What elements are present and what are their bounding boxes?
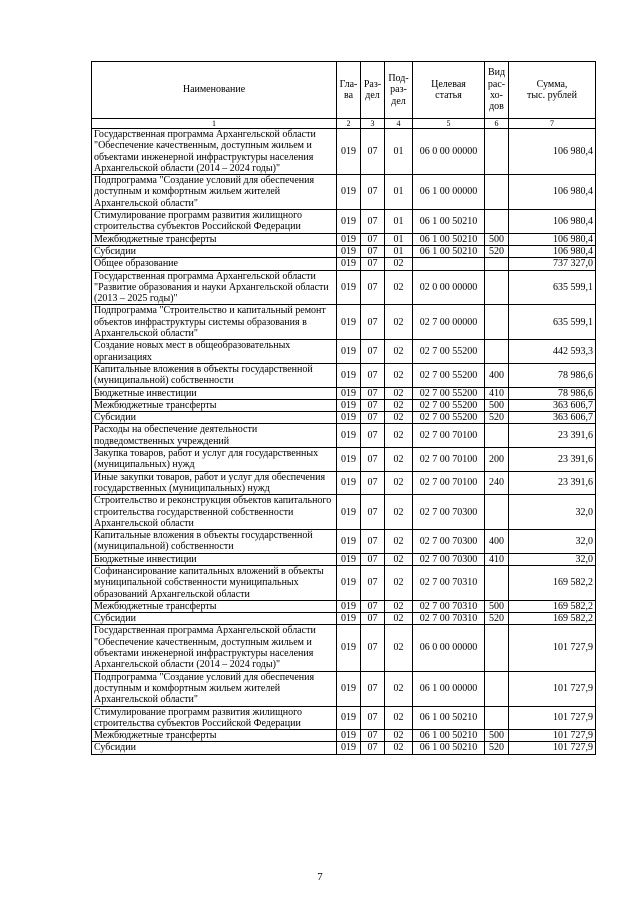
column-number: 7 bbox=[509, 119, 596, 129]
table-header-row bbox=[92, 62, 596, 119]
row-section: 07 bbox=[361, 245, 385, 257]
row-section: 07 bbox=[361, 448, 385, 472]
row-subsection: 02 bbox=[385, 412, 413, 424]
row-amount: 106 980,4 bbox=[509, 233, 596, 245]
row-target-article: 02 7 00 55200 bbox=[413, 412, 485, 424]
row-section: 07 bbox=[361, 730, 385, 742]
row-expense-type bbox=[485, 706, 509, 730]
row-expense-type bbox=[485, 305, 509, 340]
row-target-article: 06 1 00 50210 bbox=[413, 706, 485, 730]
row-chapter: 019 bbox=[337, 129, 361, 175]
row-target-article: 02 7 00 55200 bbox=[413, 399, 485, 411]
table-row bbox=[92, 471, 596, 495]
table-row bbox=[92, 305, 596, 340]
col-header-subsection: Под- раз- дел bbox=[385, 62, 413, 119]
row-subsection: 02 bbox=[385, 730, 413, 742]
row-subsection: 02 bbox=[385, 495, 413, 530]
row-target-article: 06 0 00 00000 bbox=[413, 129, 485, 175]
row-target-article: 02 7 00 00000 bbox=[413, 305, 485, 340]
table-row bbox=[92, 387, 596, 399]
row-target-article: 02 7 00 55200 bbox=[413, 363, 485, 387]
row-subsection: 01 bbox=[385, 233, 413, 245]
row-chapter: 019 bbox=[337, 495, 361, 530]
row-section: 07 bbox=[361, 270, 385, 305]
row-name: Подпрограмма "Создание условий для обеспечения доступным и комфортным жильем жителей Архангельской области" bbox=[92, 175, 337, 210]
row-section: 07 bbox=[361, 706, 385, 730]
row-target-article: 02 7 00 70310 bbox=[413, 600, 485, 612]
row-amount: 23 391,6 bbox=[509, 471, 596, 495]
row-chapter: 019 bbox=[337, 625, 361, 671]
row-name: Создание новых мест в общеобразовательных организациях bbox=[92, 340, 337, 364]
row-subsection: 02 bbox=[385, 363, 413, 387]
row-name: Расходы на обеспечение деятельности подведомственных учреждений bbox=[92, 424, 337, 448]
row-target-article: 02 7 00 70100 bbox=[413, 424, 485, 448]
row-target-article: 06 1 00 50210 bbox=[413, 742, 485, 754]
row-chapter: 019 bbox=[337, 730, 361, 742]
row-target-article: 02 7 00 70300 bbox=[413, 553, 485, 565]
table-row bbox=[92, 600, 596, 612]
row-target-article: 02 7 00 55200 bbox=[413, 340, 485, 364]
col-header-chapter: Гла- ва bbox=[337, 62, 361, 119]
table-row bbox=[92, 340, 596, 364]
row-section: 07 bbox=[361, 399, 385, 411]
budget-table bbox=[91, 61, 596, 755]
row-section: 07 bbox=[361, 600, 385, 612]
row-section: 07 bbox=[361, 363, 385, 387]
row-section: 07 bbox=[361, 495, 385, 530]
row-subsection: 01 bbox=[385, 245, 413, 257]
row-subsection: 02 bbox=[385, 424, 413, 448]
row-section: 07 bbox=[361, 233, 385, 245]
row-amount: 635 599,1 bbox=[509, 305, 596, 340]
row-section: 07 bbox=[361, 671, 385, 706]
row-chapter: 019 bbox=[337, 448, 361, 472]
col-header-name: Наименование bbox=[92, 62, 337, 119]
row-chapter: 019 bbox=[337, 600, 361, 612]
column-number: 1 bbox=[92, 119, 337, 129]
row-expense-type: 520 bbox=[485, 412, 509, 424]
row-target-article: 02 7 00 70300 bbox=[413, 530, 485, 554]
col-header-expense-type: Вид рас- хо- дов bbox=[485, 62, 509, 119]
row-chapter: 019 bbox=[337, 387, 361, 399]
row-subsection: 02 bbox=[385, 742, 413, 754]
table-row bbox=[92, 363, 596, 387]
table-row bbox=[92, 730, 596, 742]
table-row bbox=[92, 210, 596, 234]
row-chapter: 019 bbox=[337, 613, 361, 625]
row-section: 07 bbox=[361, 210, 385, 234]
row-chapter: 019 bbox=[337, 671, 361, 706]
col-header-target: Целевая статья bbox=[413, 62, 485, 119]
row-amount: 106 980,4 bbox=[509, 129, 596, 175]
row-chapter: 019 bbox=[337, 175, 361, 210]
row-section: 07 bbox=[361, 424, 385, 448]
table-row bbox=[92, 399, 596, 411]
row-expense-type bbox=[485, 258, 509, 270]
row-chapter: 019 bbox=[337, 233, 361, 245]
column-number: 2 bbox=[337, 119, 361, 129]
column-number: 6 bbox=[485, 119, 509, 129]
row-amount: 101 727,9 bbox=[509, 706, 596, 730]
row-name: Субсидии bbox=[92, 742, 337, 754]
row-section: 07 bbox=[361, 553, 385, 565]
row-chapter: 019 bbox=[337, 210, 361, 234]
row-name: Государственная программа Архангельской области "Развитие образования и науки Архангельской области (2013 – 2025 годы)" bbox=[92, 270, 337, 305]
row-name: Подпрограмма "Создание условий для обеспечения доступным и комфортным жильем жителей Архангельской области" bbox=[92, 671, 337, 706]
row-chapter: 019 bbox=[337, 270, 361, 305]
row-subsection: 02 bbox=[385, 258, 413, 270]
table-row bbox=[92, 625, 596, 671]
row-amount: 169 582,2 bbox=[509, 565, 596, 600]
row-expense-type: 520 bbox=[485, 245, 509, 257]
row-section: 07 bbox=[361, 305, 385, 340]
row-amount: 106 980,4 bbox=[509, 175, 596, 210]
row-name: Иные закупки товаров, работ и услуг для обеспечения государственных (муниципальных) нужд bbox=[92, 471, 337, 495]
column-number-row bbox=[92, 119, 596, 129]
row-subsection: 02 bbox=[385, 471, 413, 495]
row-name: Закупка товаров, работ и услуг для государственных (муниципальных) нужд bbox=[92, 448, 337, 472]
row-expense-type: 500 bbox=[485, 600, 509, 612]
row-target-article: 06 1 00 00000 bbox=[413, 175, 485, 210]
row-amount: 23 391,6 bbox=[509, 424, 596, 448]
row-expense-type bbox=[485, 495, 509, 530]
row-target-article: 02 0 00 00000 bbox=[413, 270, 485, 305]
row-amount: 101 727,9 bbox=[509, 742, 596, 754]
row-amount: 363 606,7 bbox=[509, 399, 596, 411]
table-row bbox=[92, 129, 596, 175]
row-expense-type: 240 bbox=[485, 471, 509, 495]
row-subsection: 02 bbox=[385, 399, 413, 411]
row-subsection: 02 bbox=[385, 565, 413, 600]
row-name: Межбюджетные трансферты bbox=[92, 600, 337, 612]
row-chapter: 019 bbox=[337, 412, 361, 424]
row-chapter: 019 bbox=[337, 530, 361, 554]
col-header-section: Раз- дел bbox=[361, 62, 385, 119]
row-target-article bbox=[413, 258, 485, 270]
row-name: Бюджетные инвестиции bbox=[92, 553, 337, 565]
row-expense-type: 200 bbox=[485, 448, 509, 472]
row-amount: 363 606,7 bbox=[509, 412, 596, 424]
row-name: Стимулирование программ развития жилищного строительства субъектов Российской Федерации bbox=[92, 706, 337, 730]
row-amount: 169 582,2 bbox=[509, 600, 596, 612]
row-section: 07 bbox=[361, 175, 385, 210]
row-expense-type: 500 bbox=[485, 730, 509, 742]
row-name: Общее образование bbox=[92, 258, 337, 270]
table-row bbox=[92, 742, 596, 754]
row-target-article: 02 7 00 70310 bbox=[413, 613, 485, 625]
row-section: 07 bbox=[361, 412, 385, 424]
row-section: 07 bbox=[361, 565, 385, 600]
row-section: 07 bbox=[361, 625, 385, 671]
row-subsection: 02 bbox=[385, 448, 413, 472]
table-body bbox=[92, 129, 596, 755]
row-expense-type: 400 bbox=[485, 530, 509, 554]
table-row bbox=[92, 448, 596, 472]
row-expense-type bbox=[485, 565, 509, 600]
table-row bbox=[92, 424, 596, 448]
row-amount: 106 980,4 bbox=[509, 245, 596, 257]
table-row bbox=[92, 671, 596, 706]
row-expense-type: 410 bbox=[485, 387, 509, 399]
row-name: Межбюджетные трансферты bbox=[92, 399, 337, 411]
row-subsection: 02 bbox=[385, 340, 413, 364]
row-target-article: 06 1 00 50210 bbox=[413, 233, 485, 245]
table-row bbox=[92, 245, 596, 257]
row-name: Государственная программа Архангельской области "Обеспечение качественным, доступным жильем и объектами инженерной инфраструктуры населения Архангельской области (2014 – 2024 годы)" bbox=[92, 625, 337, 671]
column-number: 5 bbox=[413, 119, 485, 129]
row-section: 07 bbox=[361, 742, 385, 754]
row-amount: 101 727,9 bbox=[509, 730, 596, 742]
row-target-article: 02 7 00 70100 bbox=[413, 448, 485, 472]
row-expense-type bbox=[485, 625, 509, 671]
row-subsection: 02 bbox=[385, 553, 413, 565]
row-chapter: 019 bbox=[337, 305, 361, 340]
row-section: 07 bbox=[361, 387, 385, 399]
column-number: 4 bbox=[385, 119, 413, 129]
row-amount: 23 391,6 bbox=[509, 448, 596, 472]
row-target-article: 06 1 00 50210 bbox=[413, 245, 485, 257]
row-subsection: 02 bbox=[385, 305, 413, 340]
row-amount: 32,0 bbox=[509, 530, 596, 554]
row-chapter: 019 bbox=[337, 471, 361, 495]
row-amount: 32,0 bbox=[509, 553, 596, 565]
row-subsection: 02 bbox=[385, 625, 413, 671]
row-name: Подпрограмма "Строительство и капитальный ремонт объектов инфраструктуры системы образования в Архангельской области" bbox=[92, 305, 337, 340]
row-amount: 78 986,6 bbox=[509, 363, 596, 387]
row-expense-type bbox=[485, 671, 509, 706]
row-expense-type: 400 bbox=[485, 363, 509, 387]
table-row bbox=[92, 175, 596, 210]
row-name: Капитальные вложения в объекты государственной (муниципальной) собственности bbox=[92, 363, 337, 387]
row-section: 07 bbox=[361, 471, 385, 495]
row-target-article: 02 7 00 70100 bbox=[413, 471, 485, 495]
row-chapter: 019 bbox=[337, 742, 361, 754]
table-row bbox=[92, 233, 596, 245]
row-amount: 106 980,4 bbox=[509, 210, 596, 234]
row-section: 07 bbox=[361, 613, 385, 625]
row-chapter: 019 bbox=[337, 399, 361, 411]
row-chapter: 019 bbox=[337, 424, 361, 448]
row-target-article: 06 0 00 00000 bbox=[413, 625, 485, 671]
row-subsection: 02 bbox=[385, 270, 413, 305]
row-amount: 78 986,6 bbox=[509, 387, 596, 399]
row-section: 07 bbox=[361, 129, 385, 175]
row-chapter: 019 bbox=[337, 706, 361, 730]
row-target-article: 02 7 00 70310 bbox=[413, 565, 485, 600]
row-target-article: 02 7 00 55200 bbox=[413, 387, 485, 399]
row-target-article: 06 1 00 50210 bbox=[413, 730, 485, 742]
row-expense-type: 500 bbox=[485, 399, 509, 411]
row-subsection: 02 bbox=[385, 706, 413, 730]
row-expense-type: 520 bbox=[485, 742, 509, 754]
table-row bbox=[92, 565, 596, 600]
row-expense-type: 520 bbox=[485, 613, 509, 625]
row-section: 07 bbox=[361, 258, 385, 270]
row-subsection: 01 bbox=[385, 175, 413, 210]
row-expense-type bbox=[485, 424, 509, 448]
row-name: Бюджетные инвестиции bbox=[92, 387, 337, 399]
row-amount: 101 727,9 bbox=[509, 671, 596, 706]
row-amount: 442 593,3 bbox=[509, 340, 596, 364]
row-expense-type: 410 bbox=[485, 553, 509, 565]
row-expense-type bbox=[485, 129, 509, 175]
row-name: Строительство и реконструкция объектов капитального строительства государственной собственности Архангельской области bbox=[92, 495, 337, 530]
row-target-article: 02 7 00 70300 bbox=[413, 495, 485, 530]
table-row bbox=[92, 258, 596, 270]
row-name: Субсидии bbox=[92, 613, 337, 625]
row-subsection: 02 bbox=[385, 600, 413, 612]
row-name: Межбюджетные трансферты bbox=[92, 233, 337, 245]
row-chapter: 019 bbox=[337, 363, 361, 387]
row-target-article: 06 1 00 50210 bbox=[413, 210, 485, 234]
table-row bbox=[92, 613, 596, 625]
row-subsection: 02 bbox=[385, 613, 413, 625]
row-name: Капитальные вложения в объекты государственной (муниципальной) собственности bbox=[92, 530, 337, 554]
row-section: 07 bbox=[361, 340, 385, 364]
row-expense-type bbox=[485, 340, 509, 364]
row-expense-type: 500 bbox=[485, 233, 509, 245]
row-name: Субсидии bbox=[92, 245, 337, 257]
row-subsection: 02 bbox=[385, 671, 413, 706]
row-chapter: 019 bbox=[337, 340, 361, 364]
row-target-article: 06 1 00 00000 bbox=[413, 671, 485, 706]
row-expense-type bbox=[485, 210, 509, 234]
row-name: Межбюджетные трансферты bbox=[92, 730, 337, 742]
row-subsection: 02 bbox=[385, 530, 413, 554]
row-chapter: 019 bbox=[337, 245, 361, 257]
table-row bbox=[92, 530, 596, 554]
row-expense-type bbox=[485, 175, 509, 210]
row-chapter: 019 bbox=[337, 258, 361, 270]
table-row bbox=[92, 412, 596, 424]
row-name: Стимулирование программ развития жилищного строительства субъектов Российской Федерации bbox=[92, 210, 337, 234]
row-amount: 635 599,1 bbox=[509, 270, 596, 305]
table-row bbox=[92, 553, 596, 565]
row-subsection: 02 bbox=[385, 387, 413, 399]
row-amount: 169 582,2 bbox=[509, 613, 596, 625]
row-amount: 32,0 bbox=[509, 495, 596, 530]
row-chapter: 019 bbox=[337, 553, 361, 565]
row-section: 07 bbox=[361, 530, 385, 554]
table-row bbox=[92, 495, 596, 530]
row-chapter: 019 bbox=[337, 565, 361, 600]
table-row bbox=[92, 706, 596, 730]
row-name: Государственная программа Архангельской области "Обеспечение качественным, доступным жильем и объектами инженерной инфраструктуры населения Архангельской области (2014 – 2024 годы)" bbox=[92, 129, 337, 175]
row-amount: 737 327,0 bbox=[509, 258, 596, 270]
row-subsection: 01 bbox=[385, 129, 413, 175]
row-amount: 101 727,9 bbox=[509, 625, 596, 671]
row-name: Софинансирование капитальных вложений в объекты муниципальной собственности муниципальных образований Архангельской области bbox=[92, 565, 337, 600]
table-row bbox=[92, 270, 596, 305]
row-subsection: 01 bbox=[385, 210, 413, 234]
row-expense-type bbox=[485, 270, 509, 305]
col-header-amount: Сумма, тыс. рублей bbox=[509, 62, 596, 119]
row-name: Субсидии bbox=[92, 412, 337, 424]
column-number: 3 bbox=[361, 119, 385, 129]
page-number: 7 bbox=[317, 871, 323, 883]
